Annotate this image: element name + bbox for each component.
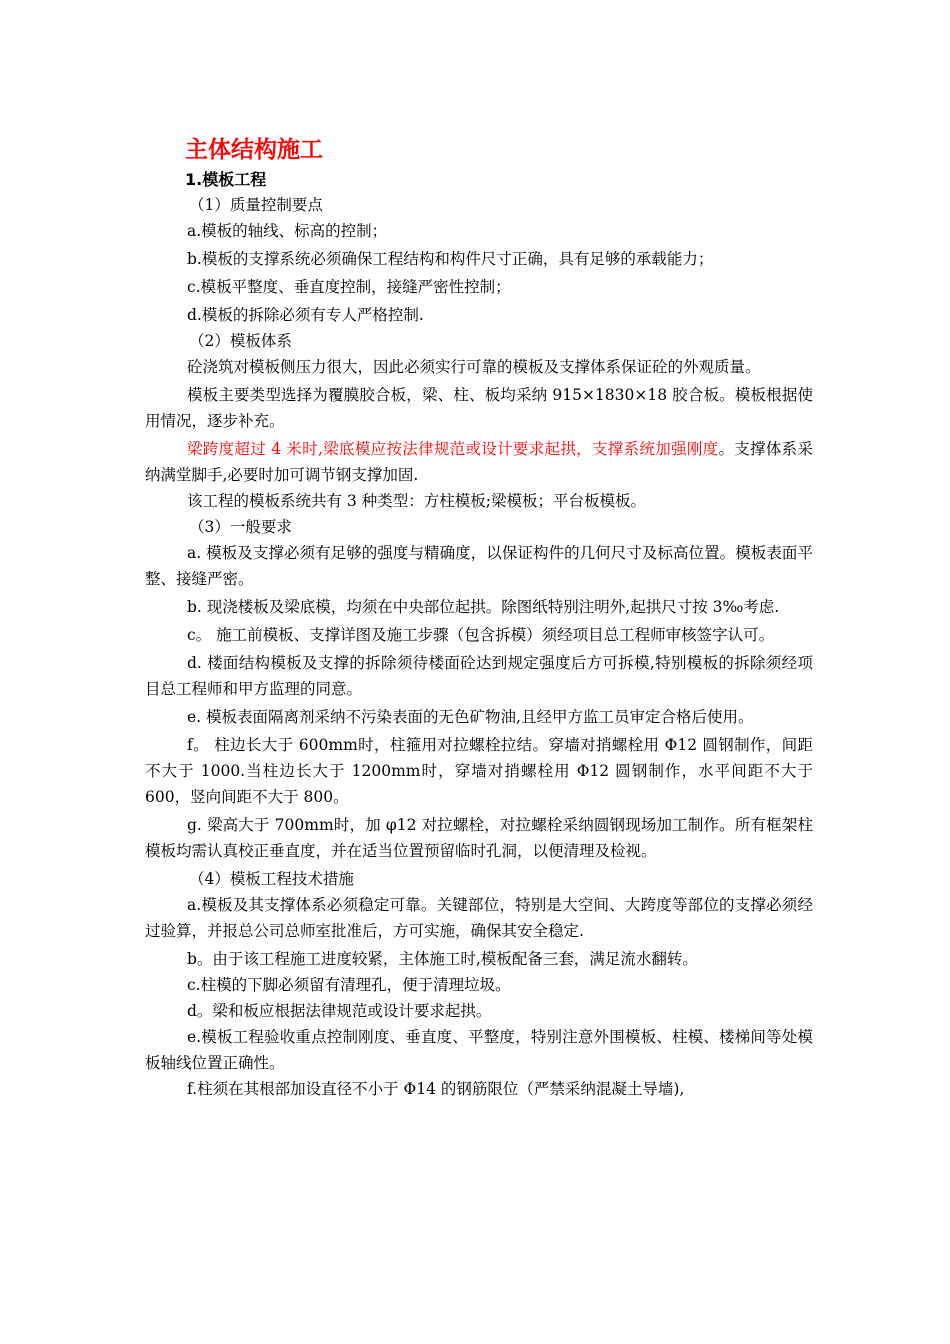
paragraph-1d: d.模板的拆除必须有专人严格控制. bbox=[187, 306, 424, 324]
highlighted-text: 梁跨度超过 4 米时,梁底模应按法律规范或设计要求起拱，支撑系统加强刚度 bbox=[187, 440, 719, 458]
paragraph-3f: f。 柱边长大于 600mm时，柱箍用对拉螺栓拉结。穿墙对捎螺栓用 Φ12 圆钢制作，间距不大于 1000.当柱边长大于 1200mm时，穿墙对捎螺栓用 Φ12 圆钢制作，水平间距不大于 600，竖向间距不大于 800。 bbox=[145, 736, 813, 806]
paragraph-4a: a.模板及其支撑体系必须稳定可靠。关键部位，特别是大空间、大跨度等部位的支撑必须经过验算，并报总公司总师室批准后，方可实施，确保其安全稳定. bbox=[145, 896, 813, 940]
paragraph-2b: 模板主要类型选择为覆膜胶合板，梁、柱、板均采纳 915×1830×18 胶合板。模板根据使用情况，逐步补充。 bbox=[145, 386, 813, 430]
paragraph-4f: f.柱须在其根部加设直径不小于 Φ14 的钢筋限位（严禁采纳混凝土导墙), bbox=[187, 1080, 685, 1098]
page-title: 主体结构施工 bbox=[185, 137, 323, 163]
paragraph-3g: g. 梁高大于 700mm时，加 φ12 对拉螺栓，对拉螺栓采纳圆钢现场加工制作。所有框架柱模板均需认真校正垂直度，并在适当位置预留临时孔洞，以便清理及检视。 bbox=[145, 816, 813, 860]
paragraph-4d: d。梁和板应根据法律规范或设计要求起拱。 bbox=[187, 1002, 492, 1020]
paragraph-3b: b. 现浇楼板及梁底模，均须在中央部位起拱。除图纸特别注明外,起拱尺寸按 3‰考虑. bbox=[187, 598, 780, 616]
paragraph-3e: e. 模板表面隔离剂采纳不污染表面的无色矿物油,且经甲方监工员审定合格后使用。 bbox=[187, 708, 754, 726]
paragraph-3d: d. 楼面结构模板及支撑的拆除须待楼面砼达到规定强度后方可拆模,特别模板的拆除须经项目总工程师和甲方监理的同意。 bbox=[145, 654, 813, 698]
paragraph-2a: 砼浇筑对模板侧压力很大，因此必须实行可靠的模板及支撑体系保证砼的外观质量。 bbox=[187, 358, 761, 376]
subheading-general-requirements: （3）一般要求 bbox=[189, 518, 292, 536]
paragraph-4e: e.模板工程验收重点控制刚度、垂直度、平整度，特别注意外围模板、柱模、楼梯间等处模板轴线位置正确性。 bbox=[145, 1028, 813, 1072]
paragraph-1a: a.模板的轴线、标高的控制； bbox=[187, 222, 388, 240]
document-body bbox=[145, 132, 813, 1102]
paragraph-4b: b。由于该工程施工进度较紧，主体施工时,模板配备三套，满足流水翻转。 bbox=[187, 950, 698, 968]
subheading-quality-control: （1）质量控制要点 bbox=[189, 196, 323, 214]
paragraph-3c: c。 施工前模板、支撑详图及施工步骤（包含拆模）须经项目总工程师审核签字认可。 bbox=[187, 626, 775, 644]
section-heading-formwork: 1.模板工程 bbox=[185, 170, 267, 189]
paragraph-2c bbox=[145, 436, 813, 488]
paragraph-3a: a. 模板及支撑必须有足够的强度与精确度，以保证构件的几何尺寸及标高位置。模板表面平整、接缝严密。 bbox=[145, 544, 813, 588]
paragraph-2d: 该工程的模板系统共有 3 种类型：方柱模板;梁模板；平台板模板。 bbox=[187, 492, 646, 510]
paragraph-4c: c.柱模的下脚必须留有清理孔，便于清理垃圾。 bbox=[187, 976, 511, 994]
subheading-formwork-system: （2）模板体系 bbox=[189, 332, 292, 350]
paragraph-1c: c.模板平整度、垂直度控制，接缝严密性控制； bbox=[187, 278, 511, 296]
paragraph-2c-rest: 。支撑体系采纳满堂脚手,必要时加可调节钢支撑加固. bbox=[145, 440, 813, 484]
paragraph-1b: b.模板的支撑系统必须确保工程结构和构件尺寸正确，具有足够的承载能力； bbox=[187, 250, 714, 268]
subheading-technical-measures: （4）模板工程技术措施 bbox=[189, 870, 354, 888]
